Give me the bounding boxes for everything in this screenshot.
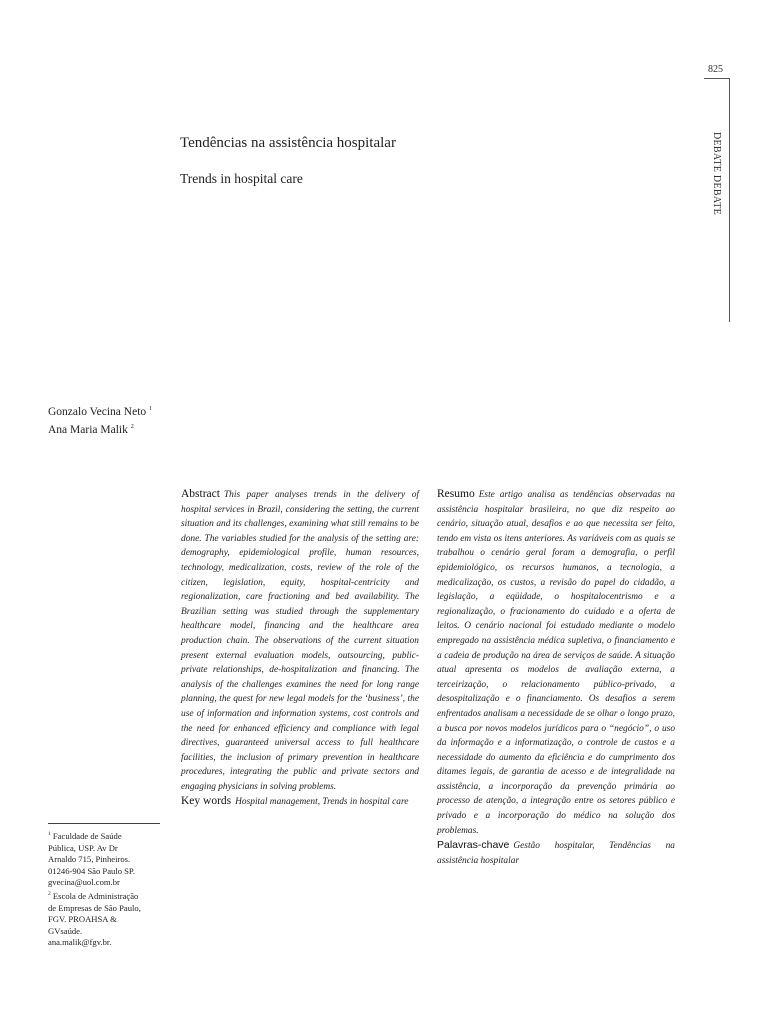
footnotes bbox=[48, 829, 163, 949]
footnote bbox=[48, 889, 163, 949]
resumo-text: Este artigo analisa as tendências observadas na assistência hospitalar brasileira, no que diz respeito ao cenário, situação atual, desafios e ao que necessita ser feito, tendo em vista os itens anteriores. As variáveis com as quais se trabalhou o cenário geral foram a demografia, o perfil epidemiológico, os recursos humanos, a tecnologia, a medicalização, os custos, a revisão do papel do cidadão, a legislação, a eqüidade, o hospitalocentrismo e a regionalização, o fracionamento do cuidado e a oferta de leitos. O cenário nacional foi estudado mediante o modelo empregado na assistência médica supletiva, o financiamento e a cadeia de produção na área de serviços de saúde. A situação atual apresenta os modelos de avaliação externa, a terceirização, o relacionamento público-privado, a desospitalização e o financiamento. Os desafios a serem enfrentados analisam a necessidade de se olhar o longo prazo, a busca por novos modelos jurídicos para o “negócio”, o uso da informação e a informatização, o controle de custos e a necessidade do aumento da eficiência e do cumprimento dos ditames legais, de garantia de acesso e de integralidade na assistência, a incorporação da prevenção primária ao processo de atenção, a integração entre os setores público e privado e a incorporação do médico na solução dos problemas. bbox=[437, 490, 675, 836]
footnote-line: 01246-904 São Paulo SP. bbox=[48, 865, 135, 876]
author bbox=[48, 420, 152, 438]
author bbox=[48, 402, 152, 420]
footnote-line: Faculdade de Saúde bbox=[52, 831, 122, 841]
footnote-line: GVsaúde. bbox=[48, 925, 83, 936]
palavras-chave-text: Gestão hospitalar, Tendências na assistência hospitalar bbox=[437, 841, 675, 866]
footnote-line: Pública, USP. Av Dr bbox=[48, 842, 118, 853]
margin-rule bbox=[729, 78, 730, 322]
footnote bbox=[48, 829, 163, 889]
abstract-column bbox=[181, 487, 419, 810]
page-number: 825 bbox=[708, 64, 723, 75]
author-name: Ana Maria Malik bbox=[48, 424, 128, 436]
article-title-pt: Tendências na assistência hospitalar bbox=[180, 135, 396, 151]
footnote-rule bbox=[48, 823, 160, 824]
header-rule bbox=[704, 78, 730, 79]
footnote-email: ana.malik@fgv.br. bbox=[48, 937, 112, 948]
resumo-column bbox=[437, 487, 675, 868]
abstract-paragraph bbox=[181, 487, 419, 794]
palavras-chave-label: Palavras-chave bbox=[437, 839, 510, 852]
article-title-en: Trends in hospital care bbox=[180, 171, 303, 186]
footnote-mark: 1 bbox=[48, 831, 51, 837]
section-label: DEBATE DEBATE bbox=[711, 132, 722, 216]
resumo-label: Resumo bbox=[437, 488, 475, 500]
author-list bbox=[48, 402, 152, 438]
footnote-line: FGV. PROAHSA & bbox=[48, 914, 117, 925]
abstract-label: Abstract bbox=[181, 488, 220, 500]
keywords bbox=[181, 794, 419, 810]
keywords-text: Hospital management, Trends in hospital care bbox=[235, 797, 409, 808]
resumo-paragraph bbox=[437, 487, 675, 838]
author-affiliation-mark: 2 bbox=[130, 424, 134, 430]
palavras-chave bbox=[437, 838, 675, 868]
footnote-email: gvecina@uol.com.br bbox=[48, 877, 120, 888]
abstract-text: This paper analyses trends in the delivery of hospital services in Brazil, considering the setting, the current situation and its challenges, examining what still remains to be done. The variables studied for the analysis of the setting are: demography, epidemiological profile, human resources, technology, medicalization, costs, review of the role of the citizen, legislation, equity, hospital-centricity and regionalization, care fractioning and bed availability. The Brazilian setting was studied through the supplementary healthcare model, financing and the healthcare area production chain. The observations of the current situation present external evaluation models, outsourcing, public-private relationships, de-hospitalization and financing. The analysis of the challenges examines the need for long range planning, the quest for new legal models for the ‘business’, the use of information and information systems, cost controls and the need for enhanced efficiency and compliance with legal directives, guaranteed universal access to full healthcare facilities, the inclusion of primary prevention in healthcare procedures, integrating the public and private sectors and engaging physicians in solving problems. bbox=[181, 490, 419, 792]
author-name: Gonzalo Vecina Neto bbox=[48, 406, 147, 418]
footnote-line: Escola de Administração bbox=[52, 890, 139, 901]
keywords-label: Key words bbox=[181, 795, 232, 808]
footnote-line: de Empresas de São Paulo, bbox=[48, 902, 141, 913]
author-affiliation-mark: 1 bbox=[149, 406, 153, 412]
footnote-mark: 2 bbox=[48, 890, 51, 897]
footnote-line: Arnaldo 715, Pinheiros. bbox=[48, 854, 131, 865]
